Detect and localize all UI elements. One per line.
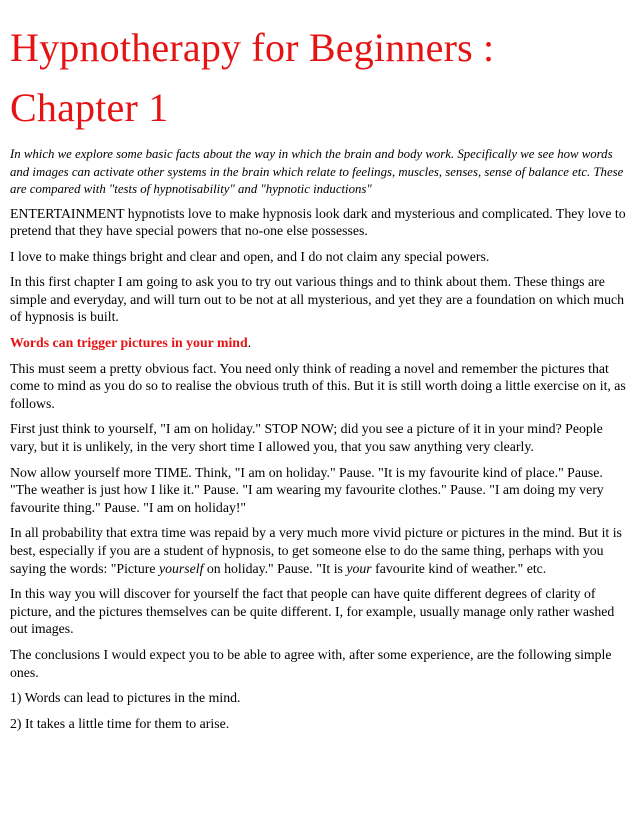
paragraph-7-part-b: on holiday." Pause. "It is [203, 560, 347, 576]
paragraph-6: Now allow yourself more TIME. Think, "I am on holiday." Pause. "It is my favourite kind of place." Pause. "The weather is just how I like it." Pause. "I am wearing my favourite clothes." Pause. "I am doing my very favourite thing." Pause. "I am on holiday!" [10, 464, 604, 515]
chapter-summary: In which we explore some basic facts about the way in which the brain and body work. Specifically we see how words and images can activate other systems in the brain which relate to feelings, muscles, senses, sense of balance etc. These are compared with "tests of hypnotisability" and "hypnotic inductions" [10, 147, 624, 196]
emphasis-your: your [346, 560, 372, 576]
paragraph-7 [10, 524, 628, 577]
page-title [10, 18, 628, 138]
section-heading [10, 334, 628, 352]
paragraph-4: This must seem a pretty obvious fact. You need only think of reading a novel and remember the pictures that come to mind as you do so to realise the obvious truth of this. But it is still worth doing a little exercise on it, as follows. [10, 360, 626, 411]
paragraph-5: First just think to yourself, "I am on holiday." STOP NOW; did you see a picture of it in your mind? People vary, but it is unlikely, in the very short time I allowed you, that you saw anything very clearly. [10, 421, 603, 455]
list-item-2: 2) It takes a little time for them to arise. [10, 715, 230, 731]
section-heading-period: . [247, 335, 252, 351]
paragraph-7-part-c: favourite kind of weather." etc. [371, 560, 547, 576]
title-line-2: Chapter 1 [10, 85, 169, 130]
paragraph-9: The conclusions I would expect you to be able to agree with, after some experience, are the following simple ones. [10, 646, 612, 680]
paragraph-2: I love to make things bright and clear and open, and I do not claim any special powers. [10, 248, 490, 264]
list-item-1: 1) Words can lead to pictures in the mind. [10, 690, 241, 706]
paragraph-7-part-a: In all probability that extra time was repaid by a very much more vivid picture or pictures in the mind. But it is best, especially if you are a student of hypnosis, to get someone else to do the same thing, perhaps with you saying the words: "Picture [10, 525, 622, 576]
paragraph-8: In this way you will discover for yourself the fact that people can have quite different degrees of clarity of picture, and the pictures themselves can be quite different. I, for example, usually manage only rather washed out images. [10, 586, 615, 637]
title-line-1: Hypnotherapy for Beginners : [10, 25, 495, 70]
paragraph-3: In this first chapter I am going to ask you to try out various things and to think about them. These things are simple and everyday, and will turn out to be not at all mysterious, and yet they are a foundation on which much of hypnosis is built. [10, 274, 625, 325]
paragraph-1: ENTERTAINMENT hypnotists love to make hypnosis look dark and mysterious and complicated. They love to pretend that they have special powers that no-one else possesses. [10, 205, 626, 239]
section-heading-text: Words can trigger pictures in your mind [10, 335, 248, 351]
emphasis-yourself: yourself [158, 560, 204, 576]
